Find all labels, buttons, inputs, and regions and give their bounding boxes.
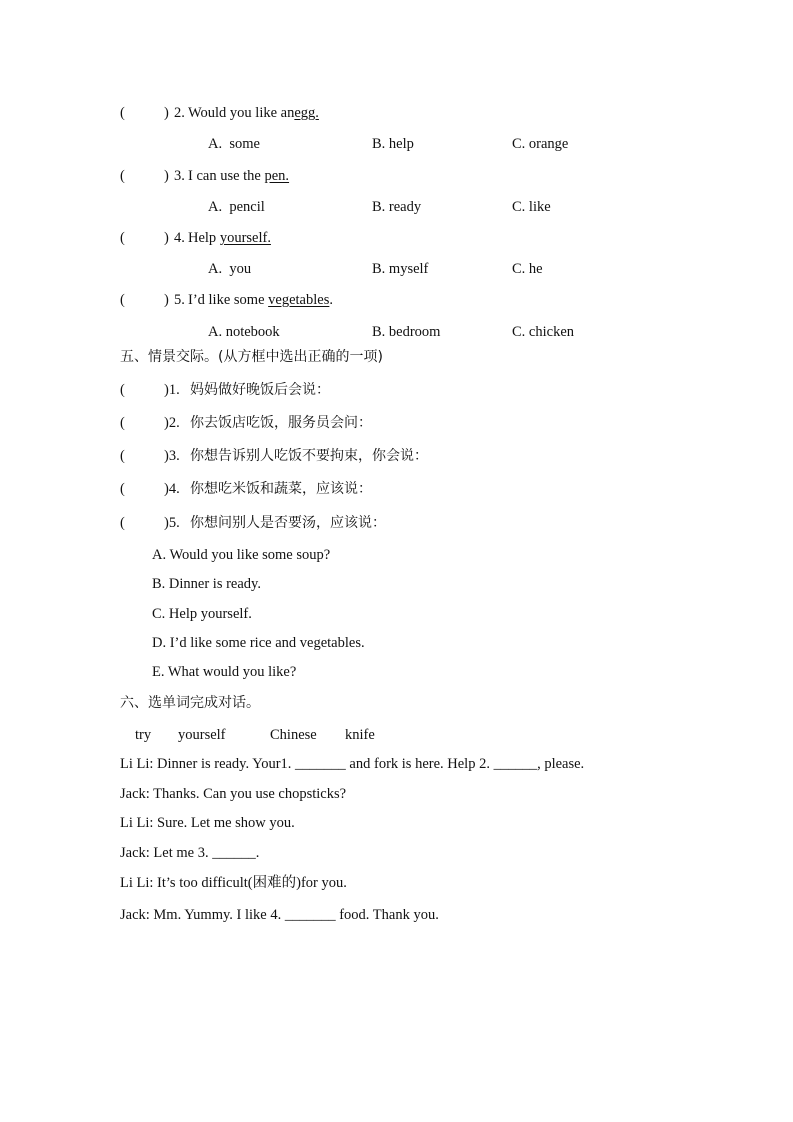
option-b: B. ready	[372, 199, 422, 215]
dialogue-line: Jack: Let me 3. ______.	[120, 845, 260, 861]
situation-text: 你想问别人是否要汤，应该说：	[190, 515, 386, 531]
option-a: A. you	[208, 261, 252, 277]
paren-open: (	[120, 382, 125, 398]
option-c: C. he	[512, 261, 543, 277]
question-text: Help yourself.	[188, 230, 271, 246]
option-b: B. myself	[372, 261, 429, 277]
paren-close: )	[164, 105, 169, 121]
dialogue-line: Li Li: Dinner is ready. Your1. _______ and fork is here. Help 2. ______, please.	[120, 756, 585, 772]
paren-open: (	[120, 415, 125, 431]
paren-close: )	[164, 168, 169, 184]
paren-open: (	[120, 230, 125, 246]
choice-e: E. What would you like?	[152, 664, 297, 680]
question-text: I can use the pen.	[188, 168, 290, 184]
item-number: )1.	[164, 382, 180, 398]
paren-open: (	[120, 105, 125, 121]
item-number: )4.	[164, 481, 180, 497]
question-text: I’d like some vegetables.	[188, 292, 333, 308]
paren-open: (	[120, 448, 125, 464]
word-bank-item: try	[135, 727, 152, 743]
dialogue-line: Jack: Mm. Yummy. I like 4. _______ food. Thank you.	[120, 907, 439, 923]
section-title-6: 六、选单词完成对话。	[120, 695, 260, 711]
item-number: )5.	[164, 515, 180, 531]
underlined-word: yourself.	[219, 230, 271, 246]
option-c: C. orange	[512, 136, 569, 152]
choice-d: D. I’d like some rice and vegetables.	[152, 635, 365, 651]
section-title-5: 五、情景交际。(从方框中选出正确的一项)	[120, 349, 383, 365]
choice-a: A. Would you like some soup?	[152, 547, 331, 563]
situation-text: 妈妈做好晚饭后会说：	[190, 382, 330, 398]
option-c: C. like	[512, 199, 551, 215]
paren-open: (	[120, 515, 125, 531]
paren-open: (	[120, 292, 125, 308]
option-b: B. bedroom	[372, 324, 441, 340]
situation-text: 你去饭店吃饭，服务员会问：	[190, 415, 372, 431]
choice-b: B. Dinner is ready.	[152, 576, 261, 592]
option-b: B. help	[372, 136, 414, 152]
paren-close: )	[164, 292, 169, 308]
dialogue-line: Li Li: Sure. Let me show you.	[120, 815, 295, 831]
option-a: A. notebook	[208, 324, 280, 340]
choice-c: C. Help yourself.	[152, 606, 252, 622]
word-bank-item: yourself	[178, 727, 226, 743]
question-number: 2.	[174, 105, 185, 121]
item-number: )2.	[164, 415, 180, 431]
option-a: A. pencil	[208, 199, 265, 215]
question-text: Would you like anegg.	[188, 105, 319, 121]
dialogue-line: Li Li: It’s too difficult(困难的)for you.	[120, 875, 347, 891]
word-bank-item: knife	[345, 727, 375, 743]
question-number: 4.	[174, 230, 185, 246]
item-number: )3.	[164, 448, 180, 464]
option-a: A. some	[208, 136, 260, 152]
word-bank-item: Chinese	[270, 727, 317, 743]
underlined-word: pen.	[264, 168, 290, 184]
option-c: C. chicken	[512, 324, 575, 340]
underlined-word: vegetables	[268, 292, 330, 308]
underlined-word: egg.	[294, 105, 319, 121]
situation-text: 你想告诉别人吃饭不要拘束，你会说：	[190, 448, 428, 464]
paren-open: (	[120, 481, 125, 497]
question-number: 3.	[174, 168, 185, 184]
situation-text: 你想吃米饭和蔬菜，应该说：	[190, 481, 372, 497]
dialogue-line: Jack: Thanks. Can you use chopsticks?	[120, 786, 347, 802]
paren-open: (	[120, 168, 125, 184]
paren-close: )	[164, 230, 169, 246]
question-number: 5.	[174, 292, 185, 308]
